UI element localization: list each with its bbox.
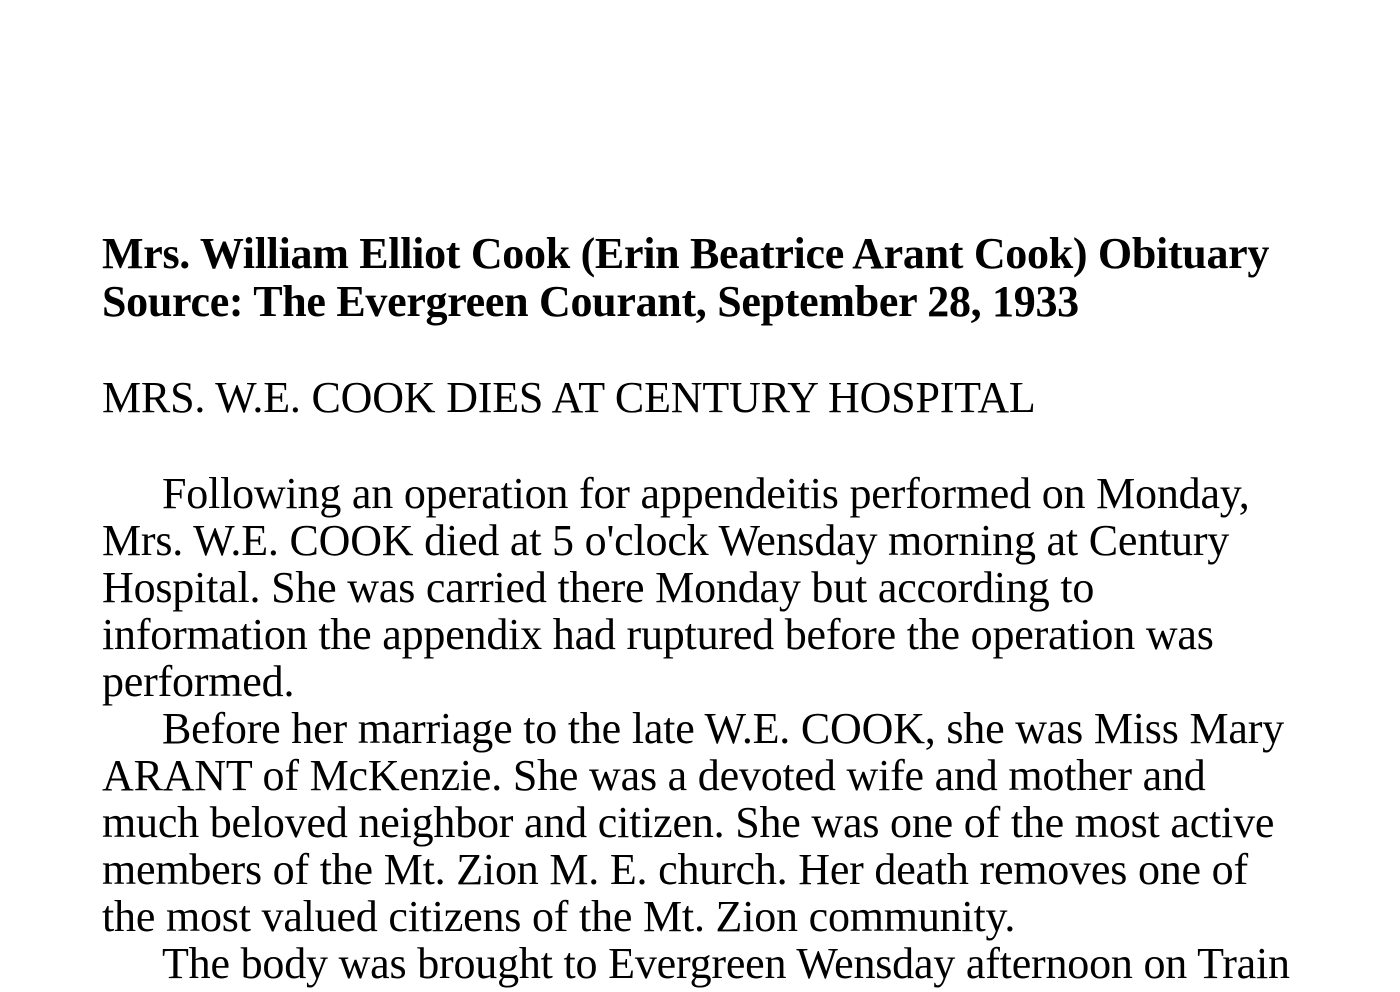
paragraph-1 [102, 470, 1394, 705]
article-headline: MRS. W.E. COOK DIES AT CENTURY HOSPITAL [102, 373, 1036, 422]
paragraph-line: Before her marriage to the late W.E. COOK, she was Miss Mary [162, 704, 1284, 753]
document-source: Source: The Evergreen Courant, September 28, 1933 [102, 277, 1079, 326]
paragraph-line: The body was brought to Evergreen Wensday afternoon on Train [162, 939, 1290, 988]
document-title: Mrs. William Elliot Cook (Erin Beatrice Arant Cook) Obituary [102, 229, 1270, 278]
paragraph-line: performed. [102, 657, 295, 706]
paragraph-line: Mrs. W.E. COOK died at 5 o'clock Wensday morning at Century [102, 516, 1230, 565]
obituary-document [102, 230, 1394, 987]
paragraph-2 [102, 705, 1394, 940]
paragraph-line: the most valued citizens of the Mt. Zion community. [102, 892, 1016, 941]
paragraph-line: Hospital. She was carried there Monday but according to [102, 563, 1095, 612]
paragraph-line: information the appendix had ruptured before the operation was [102, 610, 1214, 659]
paragraph-line: members of the Mt. Zion M. E. church. Her death removes one of [102, 845, 1248, 894]
paragraph-line: ARANT of McKenzie. She was a devoted wife and mother and [102, 751, 1206, 800]
article-body [102, 470, 1394, 987]
paragraph-line: Following an operation for appendeitis performed on Monday, [162, 469, 1250, 518]
paragraph-3 [102, 940, 1394, 987]
paragraph-line: much beloved neighbor and citizen. She was one of the most active [102, 798, 1275, 847]
